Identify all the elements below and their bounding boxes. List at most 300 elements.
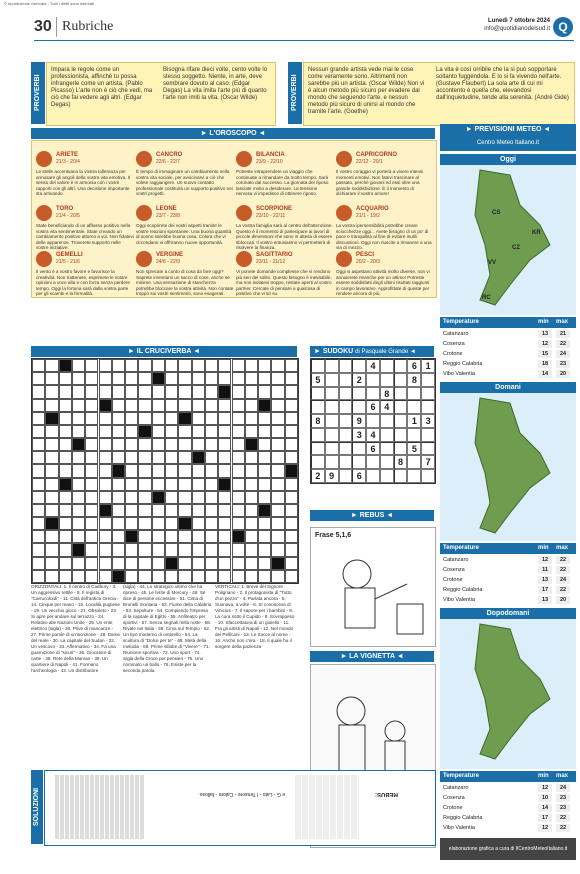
crossword-cell[interactable] (192, 451, 205, 464)
crossword-cell[interactable] (152, 399, 165, 412)
crossword-cell[interactable] (218, 504, 231, 517)
crossword-cell[interactable] (138, 372, 151, 385)
crossword-cell[interactable] (245, 385, 258, 398)
crossword-cell[interactable] (99, 557, 112, 570)
crossword-cell[interactable] (232, 451, 245, 464)
crossword-cell[interactable] (112, 491, 125, 504)
crossword-cell[interactable] (178, 491, 191, 504)
crossword-cell[interactable] (178, 412, 191, 425)
sudoku-cell[interactable] (325, 400, 339, 414)
sudoku-cell[interactable]: 6 (407, 359, 421, 373)
crossword-cell[interactable] (72, 464, 85, 477)
crossword-cell[interactable] (112, 451, 125, 464)
crossword-cell[interactable] (45, 399, 58, 412)
crossword-cell[interactable] (152, 557, 165, 570)
crossword-cell[interactable] (152, 491, 165, 504)
crossword-cell[interactable] (165, 517, 178, 530)
crossword-cell[interactable] (125, 399, 138, 412)
crossword-cell[interactable] (218, 557, 231, 570)
crossword-cell[interactable] (138, 530, 151, 543)
crossword-cell[interactable] (232, 543, 245, 556)
crossword-cell[interactable] (258, 557, 271, 570)
crossword-cell[interactable] (59, 425, 72, 438)
crossword-cell[interactable] (32, 359, 45, 372)
sudoku-cell[interactable] (380, 373, 394, 387)
crossword-cell[interactable] (271, 359, 284, 372)
crossword-cell[interactable] (125, 570, 138, 583)
crossword-cell[interactable] (192, 557, 205, 570)
crossword-cell[interactable] (152, 359, 165, 372)
sudoku-cell[interactable] (352, 359, 366, 373)
crossword-cell[interactable] (205, 451, 218, 464)
crossword-cell[interactable] (45, 451, 58, 464)
crossword-cell[interactable] (192, 412, 205, 425)
crossword-cell[interactable] (72, 478, 85, 491)
crossword-cell[interactable] (285, 570, 298, 583)
crossword-cell[interactable] (72, 504, 85, 517)
sudoku-cell[interactable] (311, 400, 325, 414)
crossword-cell[interactable] (192, 517, 205, 530)
crossword-cell[interactable] (218, 517, 231, 530)
crossword-cell[interactable] (285, 399, 298, 412)
sudoku-cell[interactable] (339, 400, 353, 414)
sudoku-cell[interactable] (380, 414, 394, 428)
crossword-cell[interactable] (85, 412, 98, 425)
crossword-cell[interactable] (218, 478, 231, 491)
crossword-cell[interactable] (59, 570, 72, 583)
crossword-cell[interactable] (59, 517, 72, 530)
crossword-cell[interactable] (271, 517, 284, 530)
crossword-cell[interactable] (152, 517, 165, 530)
crossword-cell[interactable] (32, 570, 45, 583)
crossword-cell[interactable] (218, 530, 231, 543)
crossword-cell[interactable] (85, 543, 98, 556)
sudoku-cell[interactable]: 3 (421, 414, 435, 428)
crossword-cell[interactable] (152, 478, 165, 491)
sudoku-cell[interactable]: 7 (421, 455, 435, 469)
sudoku-cell[interactable] (325, 414, 339, 428)
crossword-cell[interactable] (59, 359, 72, 372)
crossword-cell[interactable] (59, 491, 72, 504)
crossword-cell[interactable] (205, 478, 218, 491)
crossword-cell[interactable] (125, 491, 138, 504)
header-email[interactable]: info@quotidianodelsud.it (484, 26, 550, 32)
crossword-cell[interactable] (178, 451, 191, 464)
crossword-cell[interactable] (205, 491, 218, 504)
sudoku-cell[interactable] (352, 442, 366, 456)
crossword-cell[interactable] (32, 425, 45, 438)
crossword-cell[interactable] (205, 359, 218, 372)
crossword-cell[interactable] (59, 385, 72, 398)
sudoku-cell[interactable] (394, 359, 408, 373)
crossword-cell[interactable] (165, 399, 178, 412)
crossword-cell[interactable] (232, 372, 245, 385)
crossword-cell[interactable] (85, 557, 98, 570)
crossword-cell[interactable] (285, 359, 298, 372)
sudoku-cell[interactable] (407, 400, 421, 414)
crossword-cell[interactable] (218, 451, 231, 464)
crossword-cell[interactable] (152, 451, 165, 464)
crossword-cell[interactable] (45, 557, 58, 570)
crossword-cell[interactable] (218, 425, 231, 438)
crossword-cell[interactable] (125, 478, 138, 491)
crossword-cell[interactable] (72, 530, 85, 543)
crossword-cell[interactable] (99, 359, 112, 372)
crossword-cell[interactable] (59, 543, 72, 556)
sudoku-cell[interactable] (421, 469, 435, 483)
sudoku-cell[interactable] (394, 469, 408, 483)
sudoku-cell[interactable] (394, 428, 408, 442)
crossword-cell[interactable] (59, 557, 72, 570)
crossword-cell[interactable] (178, 385, 191, 398)
crossword-cell[interactable] (192, 372, 205, 385)
crossword-cell[interactable] (85, 451, 98, 464)
crossword-cell[interactable] (232, 478, 245, 491)
crossword-cell[interactable] (258, 478, 271, 491)
sudoku-cell[interactable] (394, 414, 408, 428)
crossword-cell[interactable] (165, 543, 178, 556)
crossword-cell[interactable] (152, 425, 165, 438)
crossword-cell[interactable] (99, 478, 112, 491)
crossword-cell[interactable] (192, 425, 205, 438)
crossword-cell[interactable] (85, 372, 98, 385)
sudoku-cell[interactable] (352, 455, 366, 469)
sudoku-cell[interactable] (366, 469, 380, 483)
crossword-cell[interactable] (245, 557, 258, 570)
crossword-cell[interactable] (59, 412, 72, 425)
sudoku-cell[interactable] (325, 359, 339, 373)
crossword-cell[interactable] (205, 399, 218, 412)
crossword-cell[interactable] (192, 438, 205, 451)
crossword-cell[interactable] (165, 438, 178, 451)
sudoku-cell[interactable]: 5 (311, 373, 325, 387)
crossword-cell[interactable] (285, 557, 298, 570)
crossword-cell[interactable] (152, 412, 165, 425)
crossword-cell[interactable] (232, 464, 245, 477)
crossword-cell[interactable] (245, 425, 258, 438)
crossword-cell[interactable] (178, 570, 191, 583)
crossword-cell[interactable] (271, 425, 284, 438)
crossword-cell[interactable] (271, 478, 284, 491)
crossword-cell[interactable] (178, 425, 191, 438)
crossword-cell[interactable] (232, 530, 245, 543)
crossword-cell[interactable] (245, 570, 258, 583)
sudoku-cell[interactable] (380, 469, 394, 483)
crossword-cell[interactable] (165, 478, 178, 491)
crossword-cell[interactable] (85, 464, 98, 477)
crossword-cell[interactable] (218, 438, 231, 451)
crossword-cell[interactable] (85, 570, 98, 583)
crossword-cell[interactable] (232, 385, 245, 398)
crossword-cell[interactable] (99, 517, 112, 530)
crossword-cell[interactable] (138, 491, 151, 504)
sudoku-cell[interactable] (311, 359, 325, 373)
crossword-cell[interactable] (205, 504, 218, 517)
crossword-cell[interactable] (72, 412, 85, 425)
crossword-cell[interactable] (165, 372, 178, 385)
sudoku-cell[interactable] (339, 414, 353, 428)
sudoku-cell[interactable] (380, 455, 394, 469)
sudoku-cell[interactable]: 8 (380, 387, 394, 401)
crossword-cell[interactable] (285, 372, 298, 385)
crossword-cell[interactable] (32, 399, 45, 412)
crossword-cell[interactable] (99, 438, 112, 451)
crossword-cell[interactable] (258, 385, 271, 398)
sudoku-cell[interactable] (407, 387, 421, 401)
crossword-cell[interactable] (72, 399, 85, 412)
crossword-cell[interactable] (112, 504, 125, 517)
crossword-cell[interactable] (85, 478, 98, 491)
crossword-cell[interactable] (32, 517, 45, 530)
crossword-cell[interactable] (218, 372, 231, 385)
sudoku-cell[interactable] (366, 455, 380, 469)
crossword-cell[interactable] (165, 359, 178, 372)
crossword-cell[interactable] (99, 530, 112, 543)
sudoku-cell[interactable] (366, 373, 380, 387)
crossword-cell[interactable] (218, 543, 231, 556)
crossword-cell[interactable] (258, 399, 271, 412)
crossword-cell[interactable] (258, 359, 271, 372)
crossword-cell[interactable] (45, 504, 58, 517)
crossword-cell[interactable] (258, 464, 271, 477)
crossword-cell[interactable] (138, 412, 151, 425)
crossword-cell[interactable] (205, 464, 218, 477)
crossword-cell[interactable] (258, 425, 271, 438)
crossword-cell[interactable] (245, 399, 258, 412)
crossword-cell[interactable] (45, 372, 58, 385)
crossword-cell[interactable] (85, 504, 98, 517)
crossword-cell[interactable] (59, 464, 72, 477)
sudoku-cell[interactable]: 8 (394, 455, 408, 469)
crossword-cell[interactable] (85, 399, 98, 412)
crossword-cell[interactable] (72, 543, 85, 556)
crossword-cell[interactable] (258, 517, 271, 530)
crossword-cell[interactable] (32, 530, 45, 543)
crossword-cell[interactable] (99, 451, 112, 464)
crossword-cell[interactable] (125, 425, 138, 438)
crossword-cell[interactable] (45, 385, 58, 398)
crossword-cell[interactable] (32, 478, 45, 491)
crossword-cell[interactable] (112, 543, 125, 556)
crossword-cell[interactable] (285, 517, 298, 530)
crossword-cell[interactable] (85, 385, 98, 398)
sudoku-cell[interactable] (325, 373, 339, 387)
crossword-cell[interactable] (245, 491, 258, 504)
crossword-cell[interactable] (271, 399, 284, 412)
crossword-cell[interactable] (138, 557, 151, 570)
crossword-cell[interactable] (285, 543, 298, 556)
sudoku-cell[interactable]: 5 (407, 442, 421, 456)
sudoku-cell[interactable] (380, 442, 394, 456)
crossword-cell[interactable] (32, 385, 45, 398)
crossword-cell[interactable] (85, 438, 98, 451)
crossword-cell[interactable] (99, 425, 112, 438)
crossword-cell[interactable] (99, 372, 112, 385)
crossword-cell[interactable] (165, 504, 178, 517)
crossword-cell[interactable] (285, 464, 298, 477)
crossword-cell[interactable] (138, 438, 151, 451)
crossword-cell[interactable] (271, 530, 284, 543)
crossword-cell[interactable] (178, 517, 191, 530)
crossword-cell[interactable] (192, 385, 205, 398)
crossword-cell[interactable] (165, 412, 178, 425)
crossword-cell[interactable] (125, 385, 138, 398)
sudoku-cell[interactable] (325, 455, 339, 469)
crossword-cell[interactable] (112, 557, 125, 570)
crossword-cell[interactable] (138, 543, 151, 556)
crossword-cell[interactable] (285, 412, 298, 425)
sudoku-cell[interactable]: 6 (366, 400, 380, 414)
crossword-cell[interactable] (85, 491, 98, 504)
crossword-cell[interactable] (245, 543, 258, 556)
crossword-cell[interactable] (45, 425, 58, 438)
crossword-cell[interactable] (152, 438, 165, 451)
crossword-cell[interactable] (138, 570, 151, 583)
crossword-cell[interactable] (112, 438, 125, 451)
crossword-cell[interactable] (45, 412, 58, 425)
sudoku-cell[interactable] (421, 442, 435, 456)
crossword-cell[interactable] (285, 438, 298, 451)
sudoku-cell[interactable] (394, 442, 408, 456)
crossword-cell[interactable] (138, 399, 151, 412)
crossword-cell[interactable] (178, 399, 191, 412)
crossword-cell[interactable] (218, 464, 231, 477)
crossword-cell[interactable] (205, 412, 218, 425)
sudoku-cell[interactable] (311, 455, 325, 469)
crossword-cell[interactable] (258, 504, 271, 517)
sudoku-cell[interactable]: 4 (366, 359, 380, 373)
crossword-cell[interactable] (72, 517, 85, 530)
sudoku-grid[interactable] (310, 358, 436, 484)
crossword-cell[interactable] (205, 517, 218, 530)
crossword-cell[interactable] (245, 451, 258, 464)
sudoku-cell[interactable] (311, 442, 325, 456)
sudoku-cell[interactable] (352, 387, 366, 401)
crossword-cell[interactable] (258, 451, 271, 464)
crossword-cell[interactable] (218, 359, 231, 372)
crossword-cell[interactable] (245, 530, 258, 543)
crossword-cell[interactable] (245, 517, 258, 530)
crossword-cell[interactable] (125, 372, 138, 385)
crossword-cell[interactable] (72, 491, 85, 504)
crossword-cell[interactable] (152, 530, 165, 543)
crossword-cell[interactable] (192, 543, 205, 556)
crossword-cell[interactable] (178, 359, 191, 372)
crossword-cell[interactable] (72, 557, 85, 570)
crossword-cell[interactable] (258, 412, 271, 425)
crossword-cell[interactable] (192, 464, 205, 477)
crossword-cell[interactable] (45, 478, 58, 491)
crossword-cell[interactable] (59, 399, 72, 412)
sudoku-cell[interactable] (325, 387, 339, 401)
crossword-cell[interactable] (218, 399, 231, 412)
crossword-cell[interactable] (165, 451, 178, 464)
crossword-cell[interactable] (85, 359, 98, 372)
crossword-cell[interactable] (232, 399, 245, 412)
sudoku-cell[interactable] (339, 428, 353, 442)
crossword-cell[interactable] (112, 412, 125, 425)
crossword-cell[interactable] (32, 372, 45, 385)
sudoku-cell[interactable] (339, 442, 353, 456)
crossword-cell[interactable] (99, 504, 112, 517)
sudoku-cell[interactable] (339, 373, 353, 387)
sudoku-cell[interactable]: 1 (407, 414, 421, 428)
crossword-cell[interactable] (72, 372, 85, 385)
crossword-cell[interactable] (125, 557, 138, 570)
crossword-cell[interactable] (258, 570, 271, 583)
crossword-cell[interactable] (45, 438, 58, 451)
crossword-cell[interactable] (245, 412, 258, 425)
crossword-cell[interactable] (192, 491, 205, 504)
sudoku-cell[interactable] (380, 359, 394, 373)
crossword-cell[interactable] (32, 504, 45, 517)
crossword-cell[interactable] (232, 557, 245, 570)
crossword-cell[interactable] (178, 557, 191, 570)
crossword-cell[interactable] (72, 451, 85, 464)
crossword-cell[interactable] (245, 372, 258, 385)
crossword-cell[interactable] (232, 359, 245, 372)
crossword-cell[interactable] (45, 517, 58, 530)
sudoku-cell[interactable] (394, 373, 408, 387)
crossword-cell[interactable] (205, 530, 218, 543)
crossword-cell[interactable] (285, 504, 298, 517)
crossword-cell[interactable] (45, 543, 58, 556)
crossword-cell[interactable] (152, 504, 165, 517)
crossword-cell[interactable] (232, 491, 245, 504)
crossword-cell[interactable] (72, 570, 85, 583)
crossword-cell[interactable] (271, 570, 284, 583)
crossword-cell[interactable] (112, 425, 125, 438)
sudoku-cell[interactable]: 4 (380, 400, 394, 414)
crossword-cell[interactable] (32, 451, 45, 464)
crossword-cell[interactable] (32, 543, 45, 556)
crossword-cell[interactable] (138, 478, 151, 491)
sudoku-cell[interactable] (407, 469, 421, 483)
crossword-cell[interactable] (218, 491, 231, 504)
crossword-cell[interactable] (218, 412, 231, 425)
crossword-cell[interactable] (72, 438, 85, 451)
crossword-cell[interactable] (99, 399, 112, 412)
crossword-cell[interactable] (165, 557, 178, 570)
crossword-cell[interactable] (271, 372, 284, 385)
crossword-cell[interactable] (205, 543, 218, 556)
crossword-cell[interactable] (125, 438, 138, 451)
sudoku-cell[interactable]: 9 (325, 469, 339, 483)
crossword-cell[interactable] (138, 504, 151, 517)
crossword-cell[interactable] (271, 412, 284, 425)
sudoku-cell[interactable] (366, 414, 380, 428)
crossword-cell[interactable] (99, 570, 112, 583)
crossword-cell[interactable] (165, 530, 178, 543)
crossword-cell[interactable] (112, 464, 125, 477)
crossword-cell[interactable] (192, 478, 205, 491)
sudoku-cell[interactable] (407, 428, 421, 442)
sudoku-cell[interactable] (421, 400, 435, 414)
crossword-cell[interactable] (99, 464, 112, 477)
crossword-cell[interactable] (72, 385, 85, 398)
crossword-cell[interactable] (112, 372, 125, 385)
crossword-cell[interactable] (205, 425, 218, 438)
sudoku-cell[interactable] (421, 428, 435, 442)
sudoku-cell[interactable] (339, 387, 353, 401)
crossword-cell[interactable] (285, 385, 298, 398)
sudoku-cell[interactable]: 3 (352, 428, 366, 442)
crossword-cell[interactable] (138, 385, 151, 398)
crossword-cell[interactable] (138, 464, 151, 477)
crossword-cell[interactable] (205, 557, 218, 570)
crossword-cell[interactable] (125, 464, 138, 477)
crossword-cell[interactable] (112, 530, 125, 543)
